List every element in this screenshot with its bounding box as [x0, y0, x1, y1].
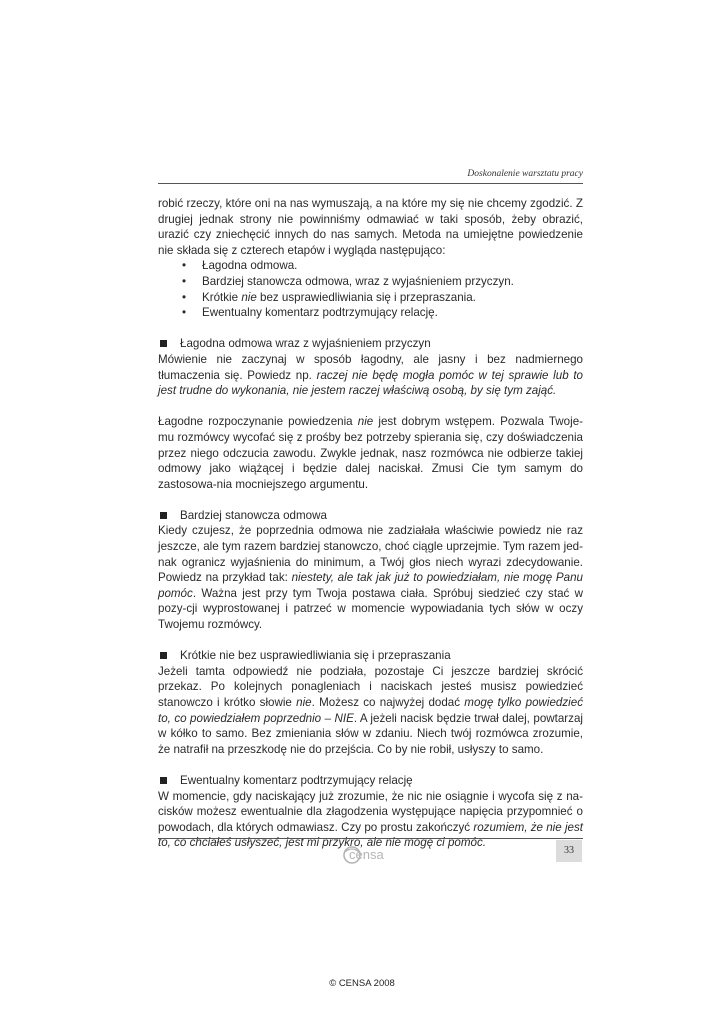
section-paragraph: W momencie, gdy naciskający już zrozumie, że nic nie osiągnie i wycofa się z na-cisków możesz ewentualnie dla złagodzenia występujące napięcia przypomnieć o powodach, dla których odmawiasz. Czy po prostu zakończyć rozumiem, że nie jest to, co chciałeś usłyszeć, jest mi przykro, ale nie mogę ci pomóc.	[158, 789, 583, 850]
section-heading: Łagodna odmowa wraz z wyjaśnieniem przyczyn	[158, 336, 583, 352]
intro-paragraph: robić rzeczy, które oni na nas wymuszają, a na które my się nie chcemy zgodzić. Z drugiej jednak strony nie powinniśmy odmawiać w taki sposób, żeby obrazić, urazić czy zniechęcić innych do nas samych. Metoda na umiejętne powiedzenie nie składa się z czterech etapów i wygląda następująco:	[158, 197, 583, 257]
page-body	[158, 196, 583, 851]
censa-logo-icon	[342, 845, 402, 865]
copyright-notice: © CENSA 2008	[329, 978, 395, 989]
section-paragraph: Łagodne rozpoczynanie powiedzenia nie jest dobrym wstępem. Pozwala Twoje-mu rozmówcy wycofać się z prośby bez potrzeby spierania się, czy doświadczenia przez niego odczucia zawodu. Zwykle jednak, nasz rozmówca nie odbierze takiej odmowy jako wiążącej i będzie dalej naciskał. Zmusi Cie tym samym do zastosowa-nia mocniejszego argumentu.	[158, 415, 583, 491]
square-bullet-icon	[160, 652, 167, 659]
svg-text:censa: censa	[349, 847, 384, 862]
header-divider	[158, 183, 583, 184]
section-paragraph: Jeżeli tamta odpowiedź nie podziała, pozostaje Ci jeszcze bardziej skrócić przekaz. Po kolejnych ponagleniach i naciskach jesteś musisz powiedzieć stanowczo i krótko słowie nie. Możesz co najwyżej dodać mogę tylko powiedzieć to, co powiedziałem poprzednio – NIE. A jeżeli nacisk będzie trwał dalej, powtarzaj w kółko to samo. Bez zmieniania słów w zdaniu. Niech twój rozmówca zrozumie, że natrafił na przeszkodę nie do przejścia. Co by nie robił, usłyszy to samo.	[158, 664, 583, 756]
section-heading: Bardziej stanowcza odmowa	[158, 508, 583, 524]
section-heading: Ewentualny komentarz podtrzymujący relację	[158, 773, 583, 789]
page-number: 33	[556, 840, 582, 862]
list-item: • Łagodna odmowa.	[182, 259, 298, 273]
footer-divider	[158, 838, 583, 839]
section-paragraph: Kiedy czujesz, że poprzednia odmowa nie zadziałała właściwie powiedz nie raz jeszcze, ale tym razem bardziej stanowczo, choć ciągle uprzejmie. Tym razem jed-nak ogranicz wyjaśnienia do minimum, a Twój głos niech wyrazi zdecydowanie. Powiedz na przykład tak: niestety, ale tak jak już to powiedziałam, nie mogę Panu pomóc. Ważna jest przy tym Twoja postawa ciała. Spróbuj siedzieć czy stać w pozy-cji wyprostowanej i patrzeć w momencie wypowiadania tych słów w oczy Twojemu rozmówcy.	[158, 524, 583, 632]
section-paragraph: Mówienie nie zaczynaj w sposób łagodny, ale jasny i bez nadmiernego tłumaczenia się. Powiedz np. raczej nie będę mogła pomóc w tej sprawie lub to jest trudne do wykonania, nie jestem raczej właściwą osobą, by się tym zająć.	[158, 352, 583, 398]
stages-list	[158, 258, 583, 320]
section-heading: Krótkie nie bez usprawiedliwiania się i przepraszania	[158, 648, 583, 664]
list-item: • Krótkie nie bez usprawiedliwiania się i przepraszania.	[182, 290, 476, 304]
list-item: • Ewentualny komentarz podtrzymujący relację.	[182, 306, 438, 320]
square-bullet-icon	[160, 512, 167, 519]
bullet-icon: •	[182, 306, 187, 320]
list-item: • Bardziej stanowcza odmowa, wraz z wyjaśnieniem przyczyn.	[182, 274, 514, 288]
running-header: Doskonalenie warsztatu pracy	[467, 169, 583, 179]
square-bullet-icon	[160, 340, 167, 347]
bullet-icon: •	[182, 274, 187, 288]
bullet-icon: •	[182, 290, 187, 304]
square-bullet-icon	[160, 777, 167, 784]
bullet-icon: •	[182, 259, 187, 273]
